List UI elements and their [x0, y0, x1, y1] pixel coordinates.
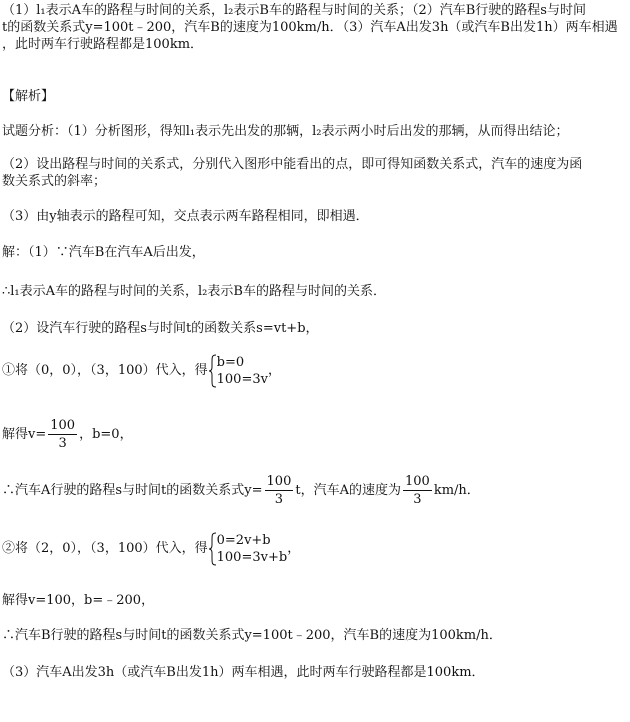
fraction-denominator: 3: [58, 436, 67, 451]
final-answer: （3）汽车A出发3h（或汽车B出发1h）两车相遇，此时两车行驶路程都是100km．: [2, 665, 485, 680]
conclusion-a-prefix: ∴汽车A行驶的路程s与时间t的函数关系式y=: [2, 483, 263, 498]
solution-part-2: （2）设汽车行驶的路程s与时间t的函数关系s=vt+b，: [2, 321, 319, 336]
solution-therefore-1: ∴l₁表示A车的路程与时间的关系，l₂表示B车的路程与时间的关系．: [2, 284, 386, 299]
fraction-numerator: 100: [404, 474, 430, 489]
solve-1: [2, 417, 133, 453]
system-2-eq-2: 100=3v+b: [216, 549, 288, 565]
brace-icon: [208, 532, 217, 566]
analysis-point-2a: （2）设出路程与时间的关系式，分别代入图形中能看出的点，即可得知函数关系式，汽车的速度为函: [2, 157, 583, 172]
conclusion-a-mid: t，汽车A的速度为: [295, 483, 401, 498]
analysis-point-3: （3）由y轴表示的路程可知，交点表示两车路程相同，即相遇．: [2, 209, 369, 224]
analysis-heading: 【解析】: [2, 89, 55, 104]
conclusion-b: ∴汽车B行驶的路程s与时间t的函数关系式y=100t﹣200，汽车B的速度为100km/h．: [2, 628, 502, 643]
fraction-denominator: 3: [274, 492, 284, 507]
solve-2: 解得v=100，b=﹣200，: [2, 593, 155, 608]
solve-1-prefix: 解得v=: [2, 427, 47, 442]
answer-line-1: （1）l₁表示A车的路程与时间的关系，l₂表示B车的路程与时间的关系；（2）汽车B行驶的路程s与时间: [2, 3, 586, 18]
step-2: [2, 531, 300, 567]
fraction: [48, 418, 77, 451]
fraction-denominator: 3: [413, 492, 422, 507]
solution-intro: 解：（1）∵汽车B在汽车A后出发，: [2, 245, 205, 260]
conclusion-a: [2, 473, 480, 509]
system-2-eq-1: 0=2v+b: [216, 532, 271, 548]
answer-line-3: ，此时两车行驶路程都是100km．: [2, 37, 204, 52]
fraction: [265, 474, 294, 507]
step-1-prefix: ①将（0，0），（3，100）代入，得: [2, 363, 208, 378]
analysis-point-2b: 数关系式的斜率；: [2, 174, 107, 189]
equation-system-1: [208, 354, 268, 388]
step-1-suffix: ，: [267, 363, 281, 378]
system-1-eq-2: 100=3v: [216, 371, 268, 387]
conclusion-a-suffix: km/h．: [433, 483, 480, 498]
answer-line-2: t的函数关系式y=100t﹣200，汽车B的速度为100km/h．（3）汽车A出发3h（或汽车B出发1h）两车相遇: [2, 20, 618, 35]
fraction-numerator: 100: [266, 474, 292, 489]
step-1: [2, 353, 281, 389]
analysis-point-1: 试题分析：（1）分析图形，得知l₁表示先出发的那辆，l₂表示两小时后出发的那辆，从而得出结论；: [2, 124, 569, 139]
fraction: [403, 474, 432, 507]
step-2-prefix: ②将（2，0），（3，100）代入，得: [2, 541, 208, 556]
brace-icon: [208, 354, 217, 388]
equation-system-2: [208, 532, 288, 566]
step-2-suffix: ，: [287, 541, 301, 556]
system-1-eq-1: b=0: [216, 354, 245, 370]
fraction-numerator: 100: [50, 418, 76, 433]
solve-1-suffix: ，b=0，: [79, 427, 133, 442]
